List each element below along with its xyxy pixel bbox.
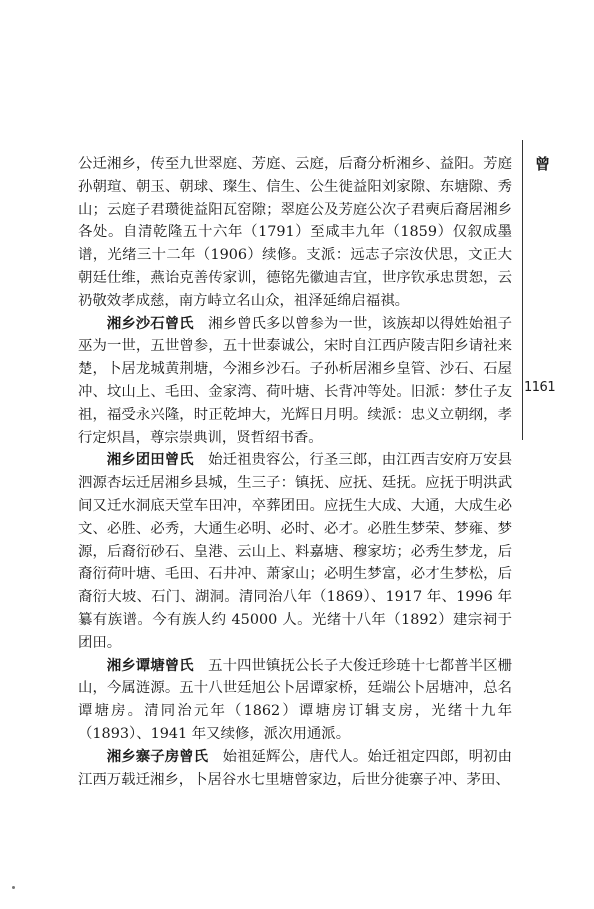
margin-header-char: 曾 bbox=[535, 155, 551, 173]
scan-speck bbox=[12, 886, 15, 889]
entry-title: 湘乡寨子房曾氏 bbox=[106, 747, 209, 765]
entry-shashi-zeng bbox=[78, 313, 512, 450]
entry-zhaizifang-zeng bbox=[78, 746, 512, 792]
body-text bbox=[78, 153, 512, 791]
entry-text: 湘乡曾氏多以曾参为一世，该族却以得姓始祖子巫为一世，五世曾参，五十世泰诚公，宋时自江西庐陵吉阳乡请社来楚，卜居龙城黄荆塘，今湘乡沙石。子孙析居湘乡皇管、沙石、石屋冲、坟山上、毛田、金家湾、荷叶塘、长背冲等处。旧派：梦仕子友祖，福受永兴隆，时正乾坤大，光辉日月明。续派：忠义立朝纲，孝行定炽昌，尊宗崇典训，贤哲绍书香。 bbox=[78, 315, 512, 446]
entry-tuantian-zeng bbox=[78, 449, 512, 654]
entry-tantang-zeng bbox=[78, 655, 512, 746]
entry-text: 始迁祖贵容公，行圣三郎，由江西吉安府万安县泗源杏坛迁居湘乡县城，生三子：镇抚、应抚、廷抚。应抚于明洪武间又迁水洞底天堂车田冲，卒葬团田。应抚生大成、大通，大成生必文、必胜、必秀，大通生必明、必时、必才。必胜生梦荣、梦雍、梦源，后裔衍砂石、皇港、云山上、料嘉塘、穆家坊；必秀生梦龙，后裔衍荷叶塘、毛田、石井冲、萧家山；必明生梦富，必才生梦松，后裔衍大坡、石门、湖洞。清同治八年（1869）、1917 年、1996 年纂有族谱。今有族人约 45000 人。光绪十八年（1892）建宗祠于团田。 bbox=[78, 452, 512, 651]
margin-rule bbox=[522, 140, 523, 440]
entry-title: 湘乡谭塘曾氏 bbox=[106, 656, 194, 674]
paragraph-continuation bbox=[78, 153, 512, 313]
paragraph-text: 公迁湘乡，传至九世翠庭、芳庭、云庭，后裔分析湘乡、益阳。芳庭孙朝瑄、朝玉、朝球、璨生、信生、公生徙益阳刘家隙、东塘隙、秀山；云庭子君瓒徙益阳瓦窑隙；翠庭公及芳庭公次子君奭后裔居湘乡各处。自清乾隆五十六年（1791）至咸丰九年（1859）仅叙成墨谱，光绪三十二年（1906）续修。支派：远志子宗汝伏思，文正大朝廷仕维，燕诒克善传家训，德铭先徽迪吉宜，世序钦承忠贯恕，云礽敬效孝成慈，南方峙立名山众，祖泽延绵启福祺。 bbox=[78, 156, 512, 309]
page-number: 1161 bbox=[524, 380, 556, 395]
entry-text: 五十四世镇抚公长子大俊迁珍琏十七都普半区栅山，今属涟源。五十八世廷旭公卜居谭家桥，廷端公卜居塘冲，总名谭塘房。清同治元年（1862）谭塘房订辑支房，光绪十九年（1893）、1941 年又续修，派次用通派。 bbox=[78, 657, 512, 742]
entry-title: 湘乡团田曾氏 bbox=[106, 451, 194, 469]
entry-text: 始祖延辉公，唐代人。始迁祖定四郎，明初由江西万载迁湘乡，卜居谷水七里塘曾家边，后世分徙寨子冲、茅田、 bbox=[78, 748, 512, 788]
entry-title: 湘乡沙石曾氏 bbox=[106, 314, 194, 332]
